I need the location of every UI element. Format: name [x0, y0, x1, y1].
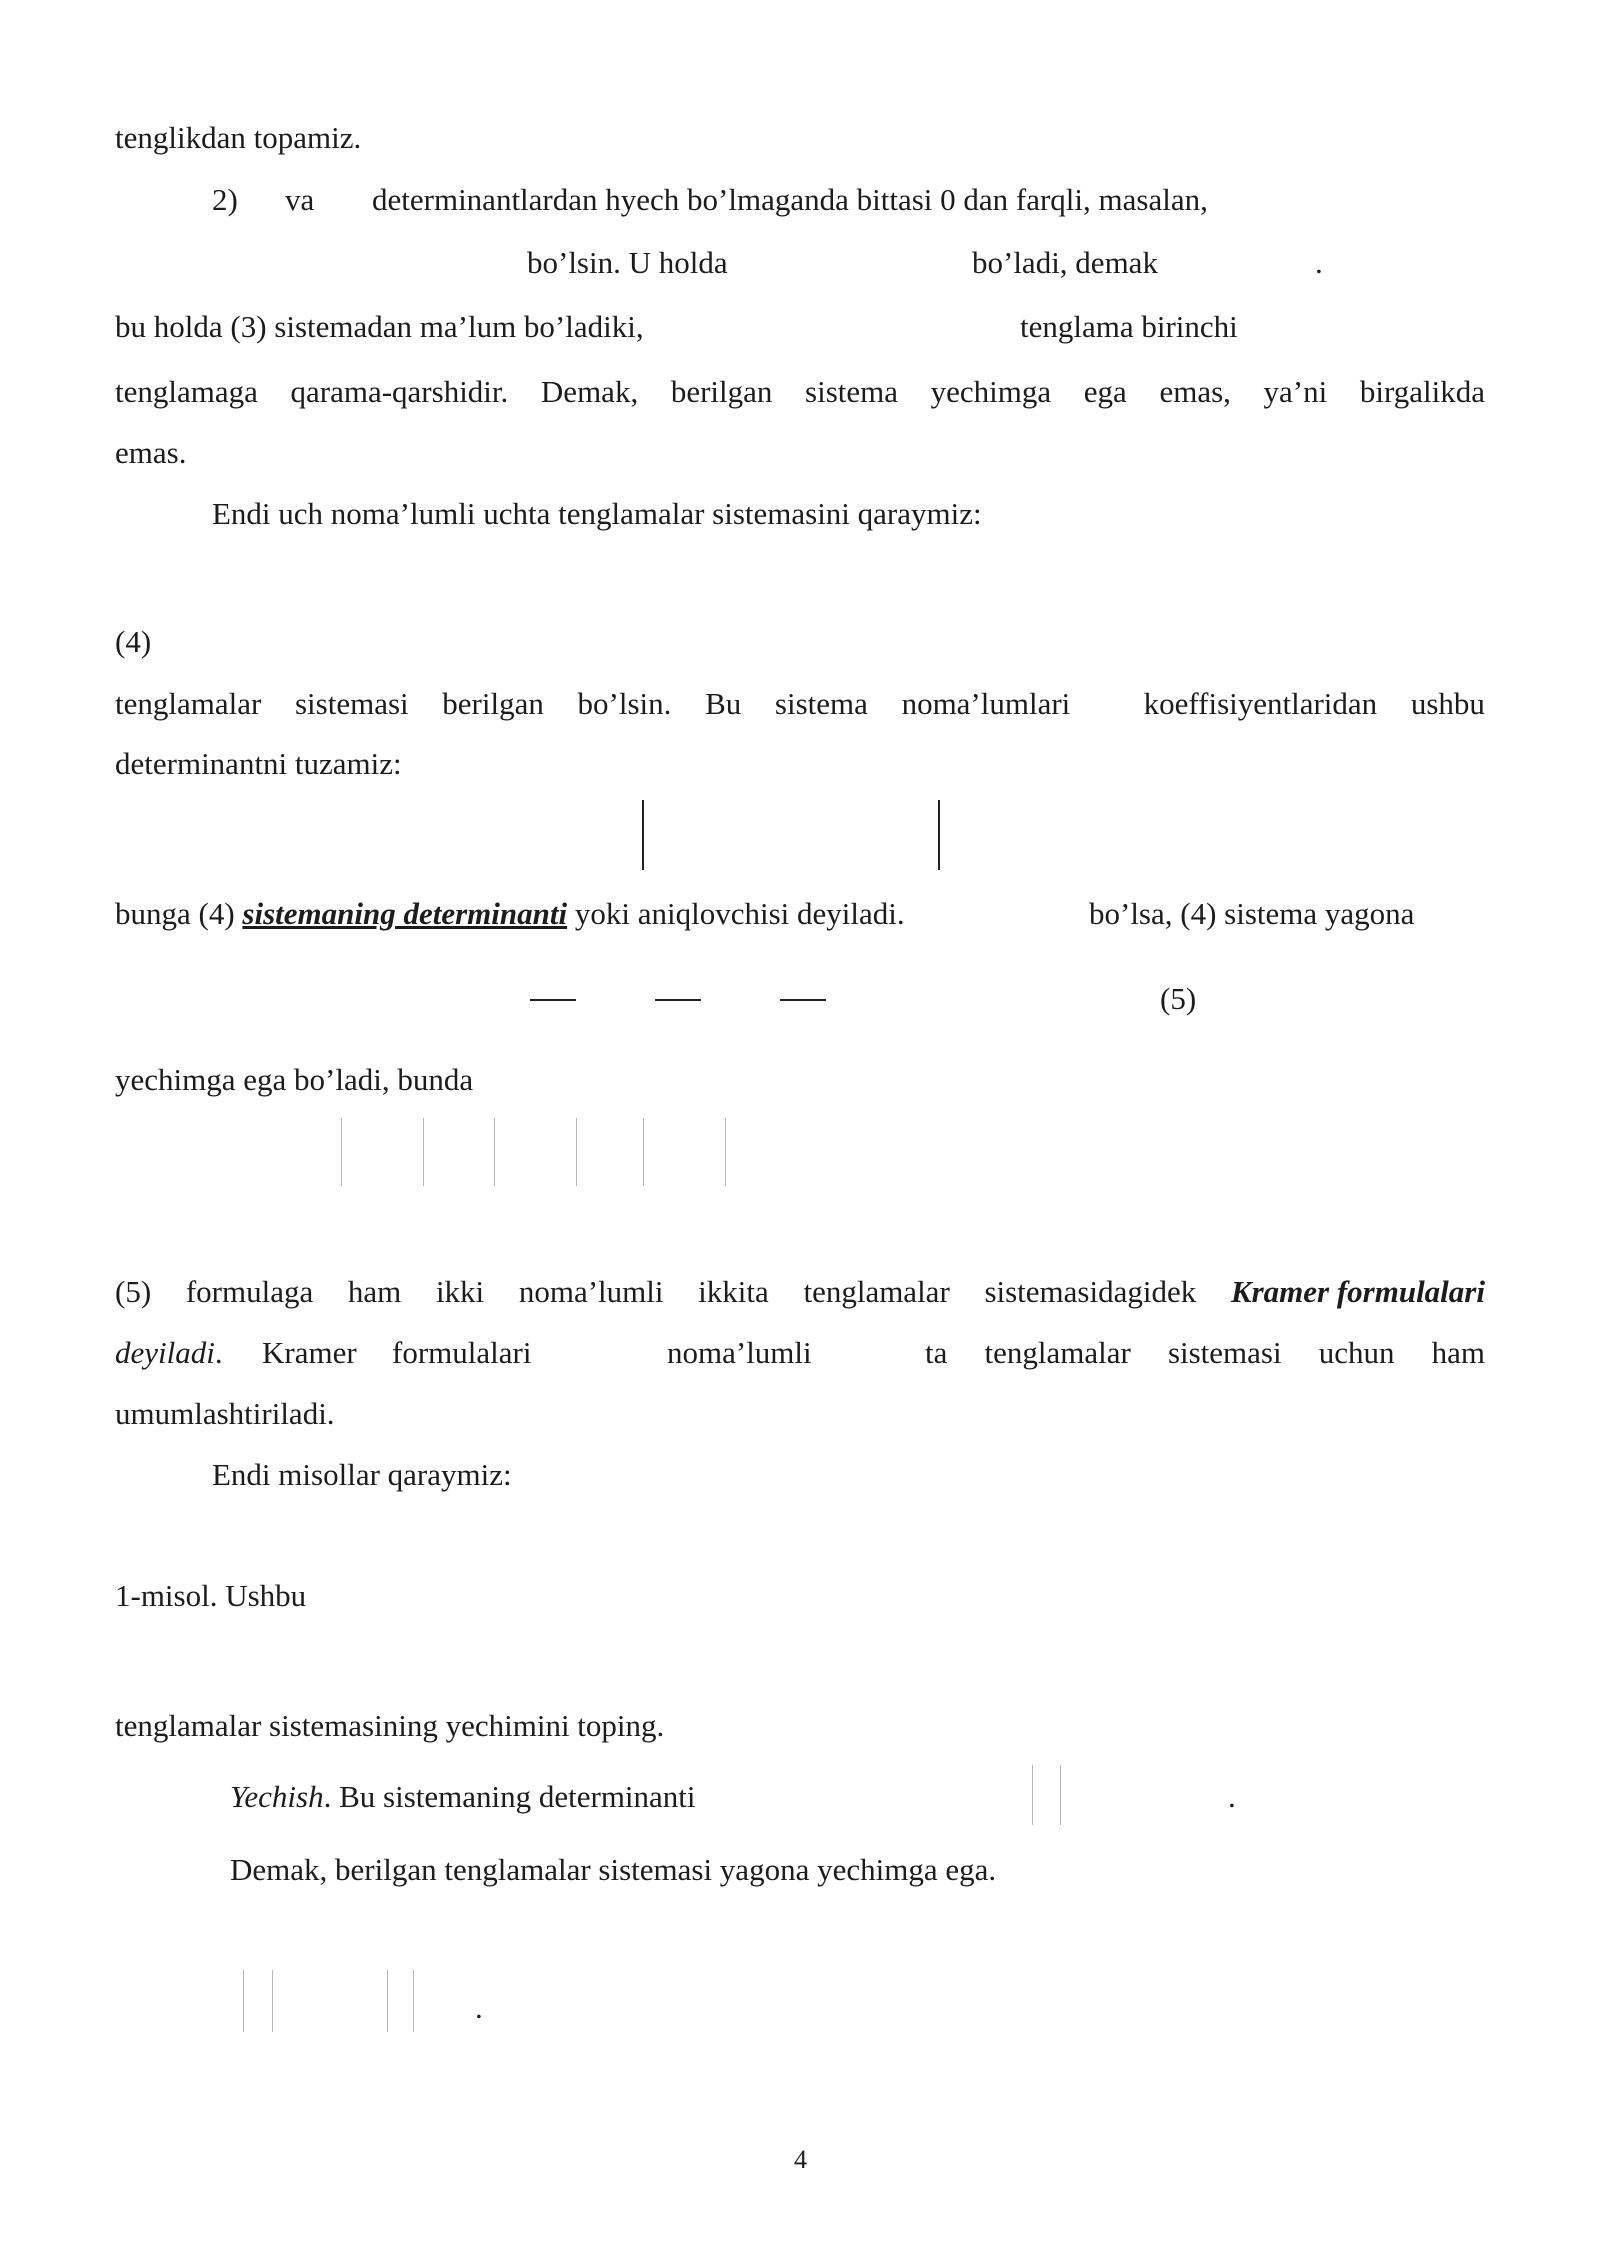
word: emas,	[1159, 374, 1231, 409]
word: tenglamalar	[115, 686, 262, 721]
text-fragment: bo’lsin. U holda	[527, 245, 728, 280]
text-fragment: . Bu sistemaning determinanti	[323, 1779, 696, 1814]
word: noma’lumli	[518, 1274, 664, 1309]
word: ikkita	[698, 1274, 769, 1309]
text-fragment: Kramer	[262, 1335, 357, 1370]
word: sistema	[774, 686, 868, 721]
key-term: deyiladi	[115, 1335, 215, 1370]
text-fragment: determinantlardan hyech bo’lmaganda bittasi 0 dan farqli, masalan,	[372, 182, 1208, 217]
punctuation: .	[1315, 245, 1323, 280]
text-line	[115, 898, 905, 929]
word: uchun	[1318, 1335, 1395, 1370]
list-number: 2)	[212, 182, 238, 217]
word: koeffisiyentlaridan	[1143, 686, 1378, 721]
word: sistemasi	[1167, 1335, 1282, 1370]
word: ta	[925, 1335, 948, 1370]
word: formulaga	[185, 1274, 314, 1309]
punctuation: .	[475, 1990, 483, 2025]
text-fragment: bu holda (3) sistemadan ma’lum bo’ladiki,	[115, 309, 644, 344]
example-heading: 1-misol. Ushbu	[115, 1578, 307, 1613]
determinant-bar	[272, 1970, 273, 2032]
text-line: Demak, berilgan tenglamalar sistemasi yagona yechimga ega.	[230, 1852, 997, 1887]
determinant-bar	[576, 1118, 577, 1186]
word: bo’lsin.	[577, 686, 672, 721]
text-line: emas.	[115, 435, 187, 470]
word: ushbu	[1410, 686, 1485, 721]
determinant-bar	[413, 1970, 414, 2032]
word: ham	[1431, 1335, 1485, 1370]
determinant-bar	[341, 1118, 342, 1186]
word: ega	[1083, 374, 1127, 409]
justified-line	[115, 1276, 1485, 1307]
determinant-bar	[1060, 1765, 1061, 1825]
word: Bu	[705, 686, 742, 721]
word: tenglamaga	[115, 374, 258, 409]
determinant-bar	[1032, 1765, 1033, 1825]
equation-number: (5)	[1160, 981, 1197, 1016]
determinant-bar	[243, 1970, 244, 2032]
word: (5)	[115, 1274, 152, 1309]
text-fragment: bo’ladi, demak	[972, 245, 1158, 280]
word: noma’lumlari	[901, 686, 1071, 721]
text-fragment: noma’lumli	[667, 1335, 812, 1370]
text-line: Endi misollar qaraymiz:	[212, 1457, 512, 1492]
fraction-bar	[780, 999, 826, 1001]
fraction-bar	[655, 999, 701, 1001]
word: tenglamalar	[984, 1335, 1131, 1370]
word: sistemasidagidek	[984, 1274, 1197, 1309]
determinant-bar-left	[642, 800, 644, 870]
formula-gap	[1104, 688, 1110, 719]
determinant-bar	[423, 1118, 424, 1186]
word: ikki	[435, 1274, 485, 1309]
key-term: Kramer formulalari	[1230, 1274, 1485, 1309]
text-fragment: bo’lsa, (4) sistema yagona	[1089, 896, 1415, 931]
determinant-bar	[725, 1118, 726, 1186]
word: sistema	[805, 374, 899, 409]
word: sistemasi	[294, 686, 409, 721]
text-line	[230, 1781, 696, 1812]
word: birgalikda	[1359, 374, 1485, 409]
word: yechimga	[930, 374, 1052, 409]
word: ham	[347, 1274, 402, 1309]
determinant-bar-right	[938, 800, 940, 870]
justified-line	[115, 688, 1485, 719]
text-fragment: va	[285, 182, 315, 217]
text-line: yechimga ega bo’ladi, bunda	[115, 1062, 474, 1097]
text-line: umumlashtiriladi.	[115, 1396, 335, 1431]
word: tenglamalar	[803, 1274, 950, 1309]
determinant-bar	[494, 1118, 495, 1186]
text-fragment: yoki aniqlovchisi deyiladi.	[567, 896, 905, 931]
text-fragment: formulalari	[392, 1335, 532, 1370]
equation-number: (4)	[115, 624, 152, 659]
word: Demak,	[540, 374, 639, 409]
key-term: sistemaning determinanti	[242, 896, 568, 931]
justified-line	[115, 376, 1485, 407]
solution-label: Yechish	[230, 1779, 324, 1814]
word: berilgan	[670, 374, 773, 409]
punctuation: .	[214, 1335, 223, 1370]
text-fragment	[115, 1337, 223, 1368]
word: ya’ni	[1263, 374, 1328, 409]
punctuation: .	[1228, 1779, 1236, 1814]
text-line: Endi uch noma’lumli uchta tenglamalar sistemasini qaraymiz:	[212, 496, 982, 531]
word: qarama-qarshidir.	[290, 374, 509, 409]
determinant-bar	[387, 1970, 388, 2032]
text-line: determinantni tuzamiz:	[115, 746, 402, 781]
fraction-bar	[530, 999, 576, 1001]
text-fragment: tenglama birinchi	[1020, 309, 1238, 344]
text-fragment: bunga (4)	[115, 896, 243, 931]
justified-line	[925, 1337, 1485, 1368]
page-number: 4	[794, 2145, 807, 2174]
determinant-bar	[643, 1118, 644, 1186]
text-line: tenglamalar sistemasining yechimini toping.	[115, 1708, 665, 1743]
word: berilgan	[442, 686, 544, 721]
text-line: tenglikdan topamiz.	[115, 120, 362, 155]
